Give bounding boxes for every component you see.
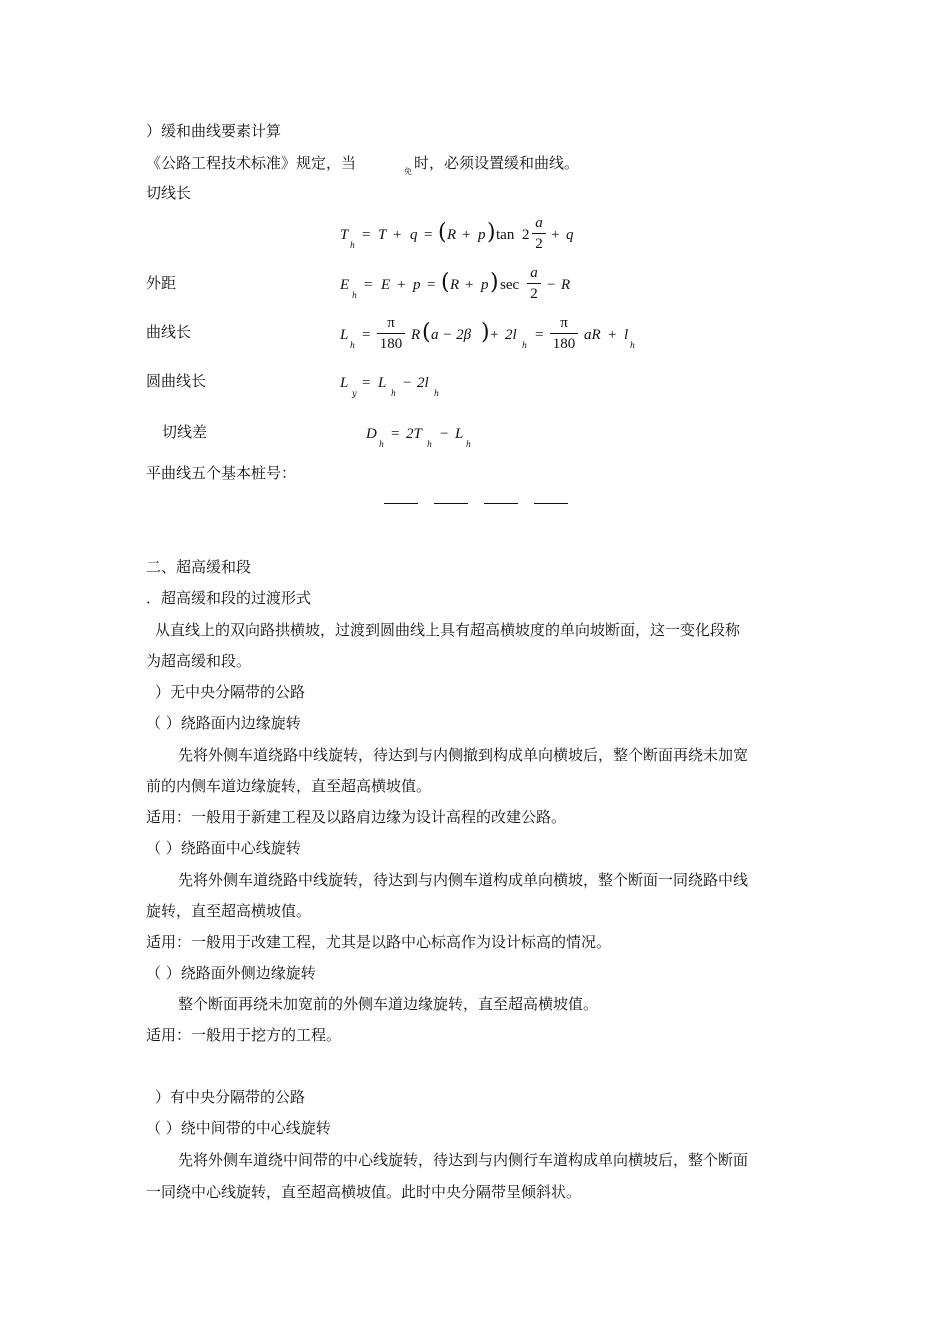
var-R: R — [450, 277, 460, 293]
heading-median-center-rotation: （ ）绕中间带的中心线旋转 — [146, 1119, 331, 1137]
circular-curve-length-label: 圆曲线长 — [146, 372, 207, 390]
var-L: L — [378, 375, 387, 391]
plus: + — [397, 277, 406, 293]
var-L: L — [455, 426, 464, 442]
plus: + — [490, 327, 499, 343]
equals: = — [362, 375, 371, 391]
plus: + — [465, 277, 474, 293]
heading-inner-edge-rotation: （ ）绕路面内边缘旋转 — [146, 714, 301, 732]
var-D: D — [366, 426, 377, 442]
var-p: p — [481, 277, 489, 293]
external-distance-label: 外距 — [146, 274, 177, 292]
standard-line: 《公路工程技术标准》规定，当 — [146, 154, 357, 172]
func-tan: tan — [496, 227, 515, 243]
plus: + — [462, 227, 471, 243]
var-q: q — [566, 227, 574, 243]
median-rotation-line1: 先将外侧车道绕中间带的中心线旋转，待达到与内侧行车道构成单向横坡后，整个断面 — [178, 1151, 749, 1169]
var-L: L — [340, 375, 349, 391]
tangent-length-label: 切线长 — [146, 184, 192, 202]
inner-rotation-line1: 先将外侧车道绕路中线旋转，待达到与内侧撤到构成单向横坡后，整个断面再绕未加宽 — [178, 746, 749, 764]
var-q: q — [410, 227, 418, 243]
center-rotation-line2: 旋转，直至超高横坡值。 — [146, 902, 312, 920]
center-rotation-applicability: 适用：一般用于改建工程，尤其是以路中心标高作为设计标高的情况。 — [146, 933, 612, 951]
inner-rotation-applicability: 适用：一般用于新建工程及以路肩边缘为设计高程的改建公路。 — [146, 808, 567, 826]
tangent-difference-label: 切线差 — [162, 423, 208, 441]
alpha-minus-2beta: a − 2β — [431, 327, 472, 343]
var-p: p — [413, 277, 421, 293]
equals: = — [535, 327, 544, 343]
minus: − — [403, 375, 412, 391]
equals: = — [424, 227, 433, 243]
sub-h: h — [350, 241, 356, 250]
center-rotation-line1: 先将外侧车道绕路中线旋转，待达到与内侧车道构成单向横坡，整个断面一同绕路中线 — [178, 871, 749, 889]
fraction-pi-over-180: π 180 — [377, 316, 405, 352]
fraction-pi-over-180: π 180 — [550, 316, 578, 352]
heading-outer-edge-rotation: （ ）绕路面外侧边缘旋转 — [146, 964, 316, 982]
equals: = — [364, 277, 373, 293]
term-2l: 2l — [505, 327, 517, 343]
var-L: L — [340, 327, 349, 343]
sub-h: h — [522, 341, 528, 350]
plus: + — [551, 227, 560, 243]
blank-line — [534, 503, 568, 504]
sub-h: h — [352, 291, 358, 300]
outer-rotation-applicability: 适用：一般用于挖方的工程。 — [146, 1026, 342, 1044]
curve-length-label: 曲线长 — [146, 323, 192, 341]
standard-subscript: 免 — [404, 167, 412, 176]
sub-h: h — [434, 389, 440, 398]
section-heading-superelevation: 二、超高缓和段 — [146, 558, 252, 576]
outer-rotation-line1: 整个断面再绕未加宽前的外侧车道边缘旋转，直至超高横坡值。 — [178, 995, 599, 1013]
heading-center-line-rotation: （ ）绕路面中心线旋转 — [146, 839, 301, 857]
var-R: R — [561, 277, 571, 293]
term-2l: 2l — [417, 375, 429, 391]
var-T: T — [340, 227, 349, 243]
median-rotation-line2: 一同绕中心线旋转，直至超高横坡值。此时中央分隔带呈倾斜状。 — [146, 1183, 582, 1201]
minus: − — [547, 277, 556, 293]
subsection-transition-form: ．超高缓和段的过渡形式 — [146, 589, 312, 607]
heading-no-median: ）无中央分隔带的公路 — [155, 683, 306, 701]
term-2T: 2T — [406, 426, 422, 442]
inner-rotation-line2: 前的内侧车道边缘旋转，直至超高横坡值。 — [146, 777, 432, 795]
sub-h: h — [466, 440, 472, 449]
fraction-a-over-2: a 2 — [527, 266, 541, 302]
var-p: p — [478, 227, 486, 243]
five-stakes-label: 平曲线五个基本桩号： — [146, 464, 297, 482]
equals: = — [391, 426, 400, 442]
plus: + — [393, 227, 402, 243]
section-heading-transition-curve: ）缓和曲线要素计算 — [146, 122, 282, 140]
sub-h: h — [630, 341, 636, 350]
intro-paragraph-line2: 为超高缓和段。 — [146, 652, 252, 670]
num-2: 2 — [522, 227, 530, 243]
term-aR: aR — [584, 327, 601, 343]
sub-h: h — [379, 440, 385, 449]
equals: = — [362, 327, 371, 343]
var-l: l — [624, 327, 629, 343]
blank-line — [484, 503, 518, 504]
var-T: T — [378, 227, 387, 243]
intro-paragraph-line1: 从直线上的双向路拱横坡，过渡到圆曲线上具有超高横坡度的单向坡断面，这一变化段称 — [155, 621, 741, 639]
var-E: E — [340, 277, 350, 293]
equals: = — [427, 277, 436, 293]
func-sec: sec — [500, 277, 520, 293]
sub-h: h — [427, 440, 433, 449]
var-R: R — [411, 327, 421, 343]
sub-h: h — [350, 341, 356, 350]
minus: − — [440, 426, 449, 442]
sub-h: h — [391, 389, 397, 398]
fraction-a-over-2: a 2 — [532, 216, 546, 252]
standard-line-tail: 时，必须设置缓和曲线。 — [414, 154, 580, 172]
sub-y: y — [352, 389, 357, 398]
heading-with-median: ）有中央分隔带的公路 — [155, 1088, 306, 1106]
plus: + — [608, 327, 617, 343]
var-E: E — [381, 277, 391, 293]
blank-line — [384, 503, 418, 504]
equals: = — [362, 227, 371, 243]
blank-line — [434, 503, 468, 504]
var-R: R — [447, 227, 457, 243]
